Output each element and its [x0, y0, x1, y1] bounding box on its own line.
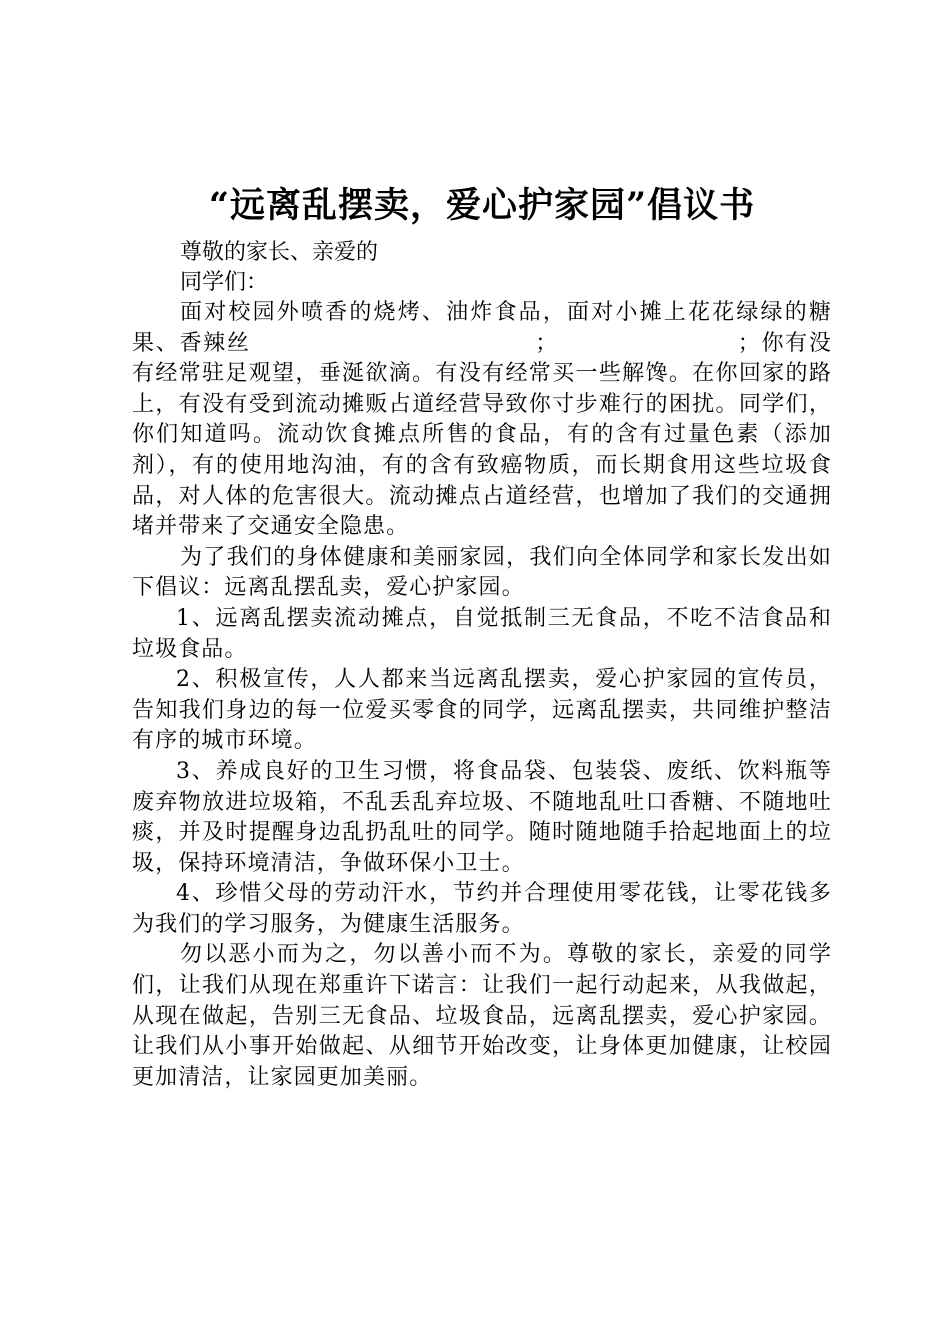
salutation-line-1: 尊敬的家长、亲爱的: [180, 240, 379, 265]
paragraph-proposal: 为了我们的身体健康和美丽家园，我们向全体同学和家长发出如下倡议：远离乱摆乱卖，爱心护家园。: [132, 544, 832, 601]
proposal-item-1: 1、远离乱摆卖流动摊点，自觉抵制三无食品，不吃不洁食品和垃圾食品。: [132, 605, 832, 662]
proposal-item-4: 4、珍惜父母的劳动汗水，节约并合理使用零花钱，让零花钱多为我们的学习服务，为健康生活服务。: [132, 881, 832, 937]
paragraph-intro: 面对校园外喷香的烧烤、油炸食品，面对小摊上花花绿绿的糖果、香辣丝 ； ；你有没有经常驻足观望，垂涎欲滴。有没有经常买一些解馋。在你回家的路上，有没有受到流动摊贩占道经营导致你寸步难行的困扰。同学们，你们知道吗。流动饮食摊点所售的食品，有的含有过量色素（添加剂），有的使用地沟油，有的含有致癌物质，而长期食用这些垃圾食品，对人体的危害很大。流动摊点占道经营，也增加了我们的交通拥堵并带来了交通安全隐患。: [132, 300, 832, 540]
salutation-line-2: 同学们：: [180, 270, 269, 295]
proposal-item-2: 2、积极宣传，人人都来当远离乱摆卖，爱心护家园的宣传员，告知我们身边的每一位爱买零食的同学，远离乱摆卖，共同维护整洁有序的城市环境。: [132, 667, 832, 754]
document-title: “远离乱摆卖，爱心护家园”倡议书: [208, 185, 756, 226]
paragraph-closing: 勿以恶小而为之，勿以善小而不为。尊敬的家长，亲爱的同学们，让我们从现在郑重许下诺言：让我们一起行动起来，从我做起，从现在做起，告别三无食品、垃圾食品，远离乱摆卖，爱心护家园。让我们从小事开始做起、从细节开始改变，让身体更加健康，让校园更加清洁，让家园更加美丽。: [132, 942, 832, 1090]
document-page: [132, 178, 832, 1093]
proposal-item-3: 3、养成良好的卫生习惯，将食品袋、包装袋、废纸、饮料瓶等废弃物放进垃圾箱，不乱丢乱弃垃圾、不随地乱吐口香糖、不随地吐痰，并及时提醒身边乱扔乱吐的同学。随时随地随手拾起地面上的垃圾，保持环境清洁，争做环保小卫士。: [132, 758, 832, 876]
